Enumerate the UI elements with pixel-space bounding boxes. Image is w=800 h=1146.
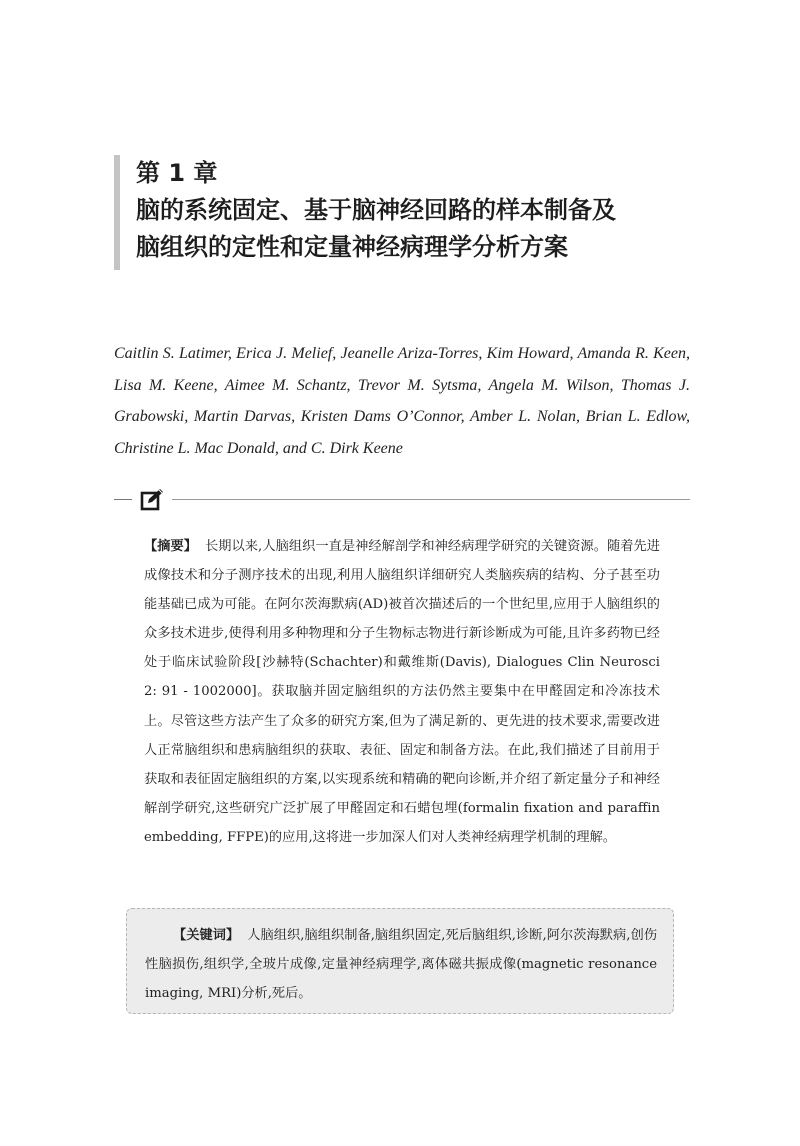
keywords-section (145, 921, 657, 1008)
chapter-title-line-1: 脑的系统固定、基于脑神经回路的样本制备及 (136, 196, 616, 224)
chapter-heading (114, 155, 754, 270)
abstract-section (144, 532, 660, 852)
abstract-divider (114, 486, 690, 512)
keywords-text: 人脑组织,脑组织制备,脑组织固定,死后脑组织,诊断,阿尔茨海默病,创伤性脑损伤,组织学,全玻片成像,定量神经病理学,离体磁共振成像(magnetic resonance imaging, MRI)分析,死后。 (145, 928, 658, 1001)
keywords-label: 【关键词】 (173, 928, 240, 943)
keywords-box (126, 908, 674, 1014)
chapter-accent-bar (114, 155, 120, 270)
divider-line-left (114, 499, 132, 500)
abstract-text: 长期以来,人脑组织一直是神经解剖学和神经病理学研究的关键资源。随着先进成像技术和分子测序技术的出现,利用人脑组织详细研究人类脑疾病的结构、分子甚至功能基础已成为可能。在阿尔茨海默病(AD)被首次描述后的一个世纪里,应用于人脑组织的众多技术进步,使得利用多种物理和分子生物标志物进行新诊断成为可能,且许多药物已经处于临床试验阶段[沙赫特(Schachter)和戴维斯(Davis), Dialogues Clin Neurosci 2: 91 - 1002000]。获取脑并固定脑组织的方法仍然主要集中在甲醛固定和冷冻技术上。尽管这些方法产生了众多的研究方案,但为了满足新的、更先进的技术要求,需要改进人正常脑组织和患病脑组织的获取、表征、固定和制备方法。在此,我们描述了目前用于获取和表征固定脑组织的方案,以实现系统和精确的靶向诊断,并介绍了新定量分子和神经解剖学研究,这些研究广泛扩展了甲醛固定和石蜡包埋(formalin fixation and paraffin embedding, FFPE)的应用,这将进一步加深人们对人类神经病理学机制的理解。 (144, 539, 660, 845)
chapter-title-line-2: 脑组织的定性和定量神经病理学分析方案 (136, 233, 568, 261)
chapter-number: 第 1 章 (136, 159, 218, 187)
chapter-title-group (136, 155, 616, 266)
edit-note-icon (140, 488, 164, 512)
author-list: Caitlin S. Latimer, Erica J. Melief, Jeanelle Ariza-Torres, Kim Howard, Amanda R. Keen, Lisa M. Keene, Aimee M. Schantz, Trevor M. Sytsma, Angela M. Wilson, Thomas J. Grabowski, Martin Darvas, Kristen Dams O’Connor, Amber L. Nolan, Brian L. Edlow, Christine L. Mac Donald, and C. Dirk Keene (114, 345, 690, 457)
divider-line-right (172, 499, 690, 500)
abstract-label: 【摘要】 (144, 539, 198, 554)
